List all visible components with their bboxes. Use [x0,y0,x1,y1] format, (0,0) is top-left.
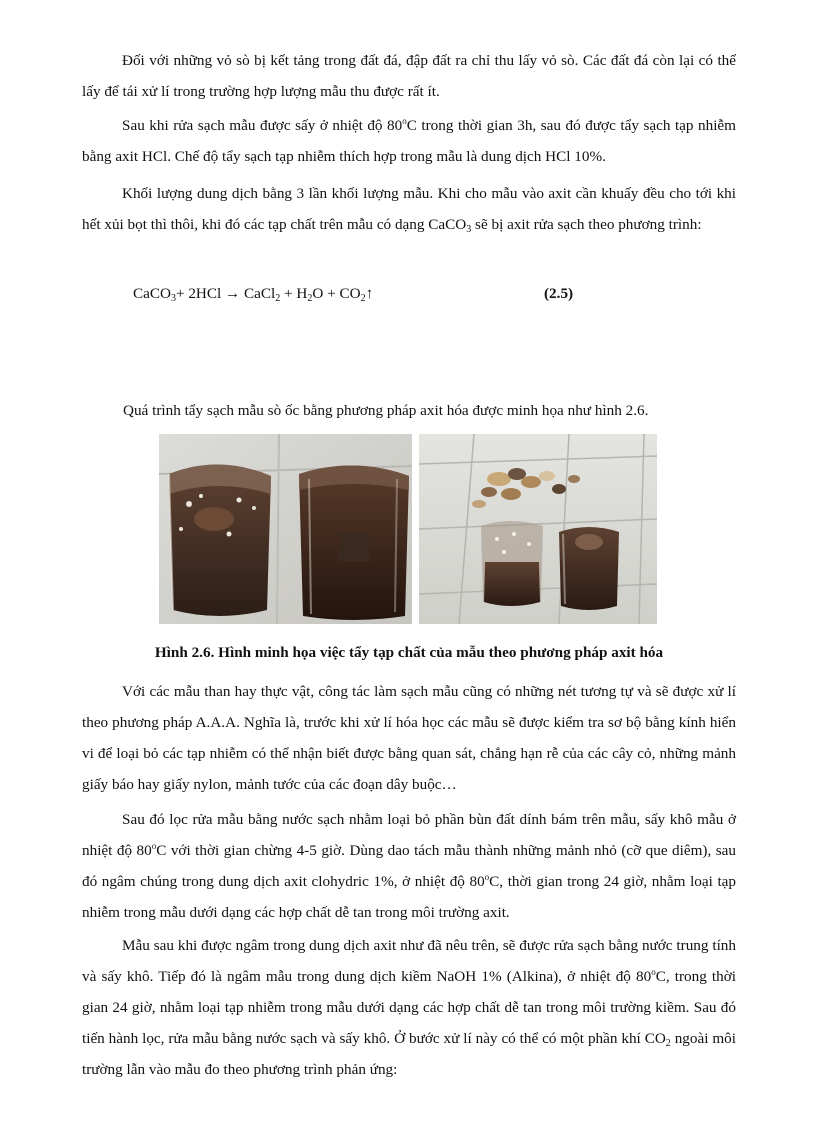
paragraph-shell-rock: Đối với những vỏ sò bị kết tảng trong đất đá, đập đất ra chỉ thu lấy vỏ sò. Các đất đá còn lại có thể lấy để tái xử lí trong trường hợp lượng mẫu thu được rất ít. [82,52,736,100]
paragraph-figure-intro: Quá trình tẩy sạch mẫu sò ốc bằng phương pháp axit hóa được minh họa như hình 2.6. [123,402,649,419]
photo-beakers-closeup [159,434,412,624]
beakers-shells-image [419,434,657,624]
paragraph-drying-hcl: Sau khi rửa sạch mẫu được sấy ở nhiệt độ 80$^o$C trong thời gian 3h, sau đó được tẩy sạch tạp nhiễm bằng axit HCl. Chế độ tẩy sạch tạp nhiễm thích hợp trong mẫu là dung dịch HCl 10%. [82,116,736,165]
beakers-closeup-image [159,434,412,624]
paragraph-alkali-treatment: Mẫu sau khi được ngâm trong dung dịch axit như đã nêu trên, sẽ được rửa sạch bằng nước trung tính và sấy khô. Tiếp đó là ngâm mẫu trong dung dịch kiềm NaOH 1% (Alkina), ở nhiệt độ 80$^o$C, trong thời gian 24 giờ, nhằm loại tạp nhiễm trong mẫu dưới dạng các hợp chất dễ tan trong môi trường kiềm. Sau đó tiến hành lọc, rửa mẫu bằng nước sạch và sấy khô. Ở bước xử lí này có thể có một phần khí $CO_2$ ngoài môi trường lẫn vào mẫu đo theo phương trình phản ứng: [82,937,736,1078]
equation-2-5 [133,281,693,307]
equation-formula: CaCO$_3$+ 2HCl → CaCl$_2$ + $H_2O$ + $CO_2↑$ [133,285,374,304]
paragraph-filter-wash: Sau đó lọc rửa mẫu bằng nước sạch nhằm loại bỏ phần bùn đất dính bám trên mẫu, sấy khô mẫu ở nhiệt độ 80$^o$C với thời gian chừng 4-5 giờ. Dùng dao tách mẫu thành những mảnh nhỏ (cỡ que diêm), sau đó ngâm chúng trong dung dịch axit clohydric 1%, ở nhiệt độ 80$^o$C, thời gian trong 24 giờ, nhằm loại tạp nhiễm trong mẫu dưới dạng các hợp chất dễ tan trong môi trường axit. [82,811,736,921]
paragraph-solution-mass: Khối lượng dung dịch bằng 3 lần khối lượng mẫu. Khi cho mẫu vào axit cần khuấy đều cho tới khi hết xủi bọt thì thôi, khi đó các tạp chất trên mẫu có dạng CaCO$_3$ sẽ bị axit rửa sạch theo phương trình: [82,185,736,235]
photo-beakers-with-shells [419,434,657,624]
equation-number: (2.5) [544,285,574,302]
figure-caption: Hình 2.6. Hình minh họa việc tẩy tạp chất của mẫu theo phương pháp axit hóa [154,644,664,661]
paragraph-charcoal-plant: Với các mẫu than hay thực vật, công tác làm sạch mẫu cũng có những nét tương tự và sẽ được xử lí theo phương pháp A.A.A. Nghĩa là, trước khi xử lí hóa học các mẫu sẽ được kiểm tra sơ bộ bằng kính hiển vi để loại bỏ các tạp nhiễm có thể nhận biết được bằng quan sát, chẳng hạn rễ của các cây cỏ, những mảnh giấy báo hay giấy nylon, mảnh tước của các đoạn dây buộc… [82,683,736,793]
